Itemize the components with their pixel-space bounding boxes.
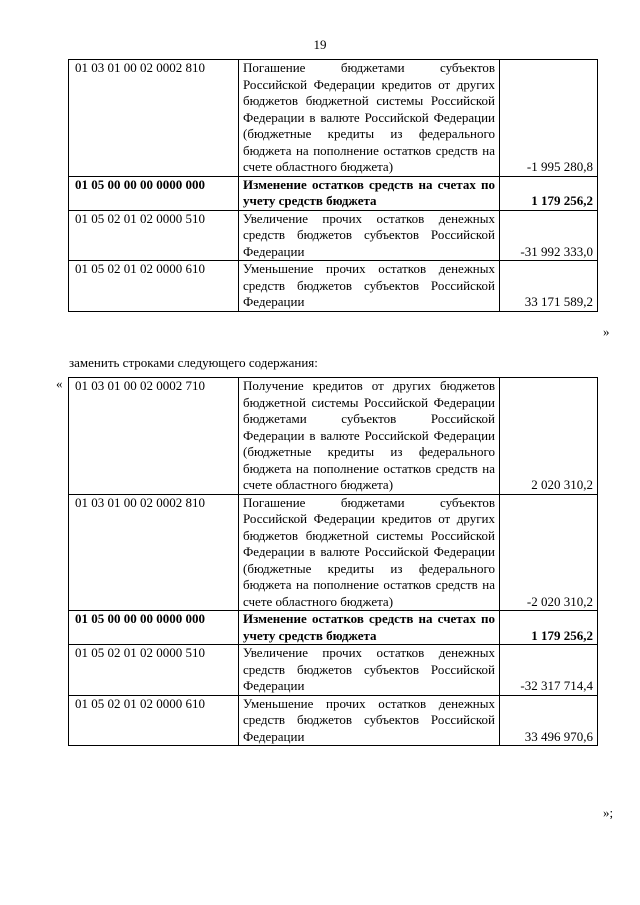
budget-table-original	[68, 59, 598, 312]
table-row	[69, 60, 598, 177]
description-cell: Уменьшение прочих остатков денежных средств бюджетов субъектов Российской Федерации	[239, 695, 500, 746]
amount-cell: -2 020 310,2	[500, 494, 598, 611]
description-cell: Изменение остатков средств на счетах по учету средств бюджета	[239, 176, 500, 210]
description-cell: Погашение бюджетами субъектов Российской Федерации кредитов от других бюджетов бюджетной системы Российской Федерации в валюте Российской Федерации (бюджетные кредиты из федерального бюджета на пополнение остатков средств на счете областного бюджета)	[239, 494, 500, 611]
table-body	[69, 60, 598, 312]
table-row	[69, 210, 598, 261]
budget-table-replacement	[68, 377, 598, 746]
budget-code-cell: 01 05 00 00 00 0000 000	[69, 176, 239, 210]
table-body	[69, 378, 598, 746]
budget-code-cell: 01 05 02 01 02 0000 610	[69, 261, 239, 312]
description-cell: Увеличение прочих остатков денежных средств бюджетов субъектов Российской Федерации	[239, 645, 500, 696]
budget-code-cell: 01 05 02 01 02 0000 510	[69, 210, 239, 261]
budget-code-cell: 01 05 00 00 00 0000 000	[69, 611, 239, 645]
table-row	[69, 645, 598, 696]
table-row	[69, 378, 598, 495]
amount-cell: -31 992 333,0	[500, 210, 598, 261]
table-row	[69, 261, 598, 312]
table-row	[69, 494, 598, 611]
budget-code-cell: 01 03 01 00 02 0002 810	[69, 60, 239, 177]
closing-quote: »	[603, 324, 610, 339]
budget-code-cell: 01 03 01 00 02 0002 810	[69, 494, 239, 611]
opening-quote: «	[56, 376, 63, 391]
table-row	[69, 176, 598, 210]
amount-cell: 2 020 310,2	[500, 378, 598, 495]
description-cell: Уменьшение прочих остатков денежных средств бюджетов субъектов Российской Федерации	[239, 261, 500, 312]
description-cell: Погашение бюджетами субъектов Российской Федерации кредитов от других бюджетов бюджетной системы Российской Федерации в валюте Российской Федерации (бюджетные кредиты из федерального бюджета на пополнение остатков средств на счете областного бюджета)	[239, 60, 500, 177]
page-number: 19	[313, 37, 327, 52]
budget-code-cell: 01 05 02 01 02 0000 610	[69, 695, 239, 746]
amount-cell: 33 171 589,2	[500, 261, 598, 312]
amount-cell: -1 995 280,8	[500, 60, 598, 177]
amount-cell: -32 317 714,4	[500, 645, 598, 696]
table-row	[69, 611, 598, 645]
budget-code-cell: 01 05 02 01 02 0000 510	[69, 645, 239, 696]
amount-cell: 1 179 256,2	[500, 176, 598, 210]
replace-instruction: заменить строками следующего содержания:	[69, 355, 318, 370]
amount-cell: 33 496 970,6	[500, 695, 598, 746]
amount-cell: 1 179 256,2	[500, 611, 598, 645]
closing-quote: »;	[603, 805, 614, 820]
table-row	[69, 695, 598, 746]
description-cell: Получение кредитов от других бюджетов бюджетной системы Российской Федерации бюджетами субъектов Российской Федерации в валюте Российской Федерации (бюджетные кредиты из федерального бюджета на пополнение остатков средств на счете областного бюджета)	[239, 378, 500, 495]
description-cell: Изменение остатков средств на счетах по учету средств бюджета	[239, 611, 500, 645]
budget-code-cell: 01 03 01 00 02 0002 710	[69, 378, 239, 495]
description-cell: Увеличение прочих остатков денежных средств бюджетов субъектов Российской Федерации	[239, 210, 500, 261]
